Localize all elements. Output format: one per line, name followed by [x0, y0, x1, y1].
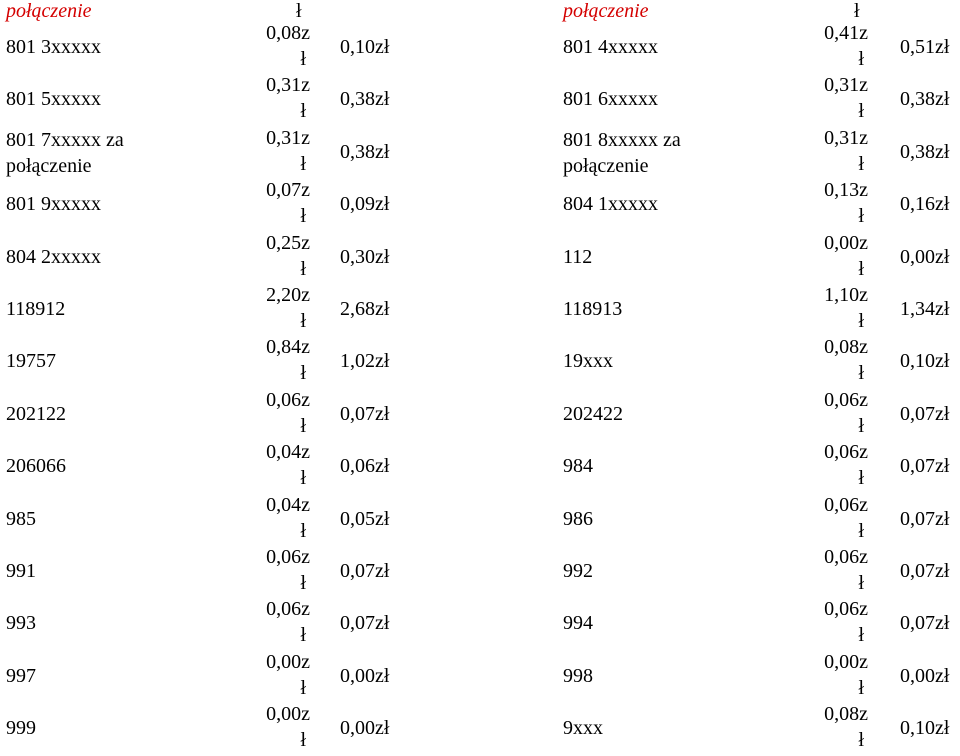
right-service-name — [563, 191, 658, 217]
left-service-name — [6, 296, 65, 322]
right-net-price — [778, 439, 868, 491]
right-net-value: 0,06z — [824, 546, 868, 568]
right-net-price — [778, 701, 868, 753]
left-net-price — [220, 701, 310, 753]
right-gross-price: 0,10zł — [900, 350, 950, 373]
left-gross-price: 0,07zł — [340, 402, 390, 425]
table-row — [0, 389, 960, 441]
left-net-value: 0,06z — [266, 546, 310, 568]
table-row — [0, 336, 960, 388]
right-service-name — [563, 610, 593, 636]
left-service-name — [6, 348, 56, 374]
left-net-value: 0,07z — [266, 179, 310, 202]
left-net-currency-tail: ł — [300, 414, 306, 437]
left-net-value: 0,00z — [266, 650, 310, 673]
right-net-currency-tail: ł — [858, 572, 864, 594]
table-row — [0, 232, 960, 284]
left-service-name — [6, 506, 36, 532]
left-net-currency-tail: ł — [300, 205, 306, 228]
right-service-name — [563, 34, 658, 60]
right-net-value: 0,00z — [824, 650, 868, 673]
right-gross-price: 0,16zł — [900, 193, 950, 216]
left-service-name — [6, 401, 66, 427]
right-net-value: 1,10z — [824, 284, 868, 306]
right-service-name — [563, 453, 593, 479]
left-gross-price: 0,00zł — [340, 717, 390, 740]
left-net-value: 0,08z — [266, 22, 310, 44]
right-service-number: 984 — [563, 455, 593, 478]
left-net-price — [220, 72, 310, 124]
table-row — [0, 284, 960, 336]
left-net-value: 0,31z — [266, 74, 310, 97]
left-gross-price: 0,38zł — [340, 88, 390, 111]
left-service-number: 206066 — [6, 455, 66, 478]
left-net-value: 0,25z — [266, 231, 310, 254]
right-net-value: 0,06z — [824, 598, 868, 621]
right-net-price — [778, 230, 868, 282]
left-net-price — [220, 387, 310, 439]
left-service-name — [6, 453, 66, 479]
left-net-currency-tail: ł — [300, 100, 306, 123]
right-gross-price: 0,00zł — [900, 664, 950, 687]
right-net-value: 0,08z — [824, 336, 868, 359]
right-service-number: 118913 — [563, 298, 623, 320]
right-service-number: 804 1xxxxx — [563, 193, 658, 216]
right-net-price — [778, 334, 868, 386]
left-net-price — [220, 334, 310, 386]
left-gross-price: 0,09zł — [340, 193, 390, 216]
left-service-number: 804 2xxxxx — [6, 245, 101, 268]
right-net-price — [778, 282, 868, 334]
right-service-name — [563, 558, 593, 584]
right-service-number: 986 — [563, 507, 593, 530]
left-net-price — [220, 544, 310, 596]
left-net-value: 0,04z — [266, 441, 310, 464]
table-row — [0, 494, 960, 546]
right-net-currency-tail: ł — [858, 624, 864, 647]
left-net-price — [220, 20, 310, 72]
right-service-name — [563, 86, 658, 112]
left-gross-price: 0,07zł — [340, 612, 390, 635]
right-net-value: 0,41z — [824, 22, 868, 44]
left-net-value: 0,06z — [266, 598, 310, 621]
right-service-number: 994 — [563, 612, 593, 635]
right-gross-price: 0,07zł — [900, 560, 950, 582]
right-gross-price: 0,07zł — [900, 612, 950, 635]
right-service-name — [563, 348, 613, 374]
right-net-value: 0,31z — [824, 74, 868, 97]
right-service-number: 801 8xxxxx — [563, 128, 663, 151]
left-net-price — [220, 125, 310, 177]
left-gross-price: 0,00zł — [340, 664, 390, 687]
left-net-value: 0,04z — [266, 493, 310, 516]
left-net-price — [220, 649, 310, 701]
right-net-price — [778, 492, 868, 544]
right-service-name — [563, 715, 603, 741]
right-net-currency-tail: ł — [858, 205, 864, 228]
table-row — [0, 598, 960, 650]
left-net-currency-tail: ł — [300, 519, 306, 542]
right-net-price — [778, 20, 868, 72]
right-gross-price: 0,38zł — [900, 140, 950, 163]
left-net-currency-tail: ł — [300, 257, 306, 280]
left-service-name — [6, 558, 36, 584]
left-net-price — [220, 492, 310, 544]
left-net-currency-tail: ł — [300, 467, 306, 490]
right-net-currency-tail: ł — [858, 310, 864, 332]
left-top-name — [6, 0, 92, 24]
left-service-number: 801 3xxxxx — [6, 36, 101, 58]
right-net-currency-tail: ł — [858, 362, 864, 385]
left-service-name — [6, 86, 101, 112]
left-net-currency-tail: ł — [300, 362, 306, 385]
left-service-number: 202122 — [6, 402, 66, 425]
right-service-note: za — [663, 128, 681, 151]
right-service-note-line2: połączenie — [563, 154, 649, 177]
left-net-currency-tail: ł — [300, 152, 306, 175]
right-net-currency-tail: ł — [858, 100, 864, 123]
left-net-value: 2,20z — [266, 284, 310, 306]
right-top-name — [563, 0, 649, 24]
left-service-number: 19757 — [6, 350, 56, 373]
left-gross-price: 0,05zł — [340, 507, 390, 530]
right-gross-price: 0,07zł — [900, 402, 950, 425]
right-net-value: 0,06z — [824, 493, 868, 516]
right-net-price — [778, 387, 868, 439]
right-net-value: 0,08z — [824, 703, 868, 726]
left-top-name-text: połączenie — [6, 0, 92, 22]
table-row — [0, 74, 960, 126]
right-net-price — [778, 125, 868, 177]
right-net-price — [778, 596, 868, 648]
right-net-value: 0,31z — [824, 126, 868, 149]
right-service-name — [563, 663, 593, 689]
left-service-name — [6, 34, 101, 60]
left-service-number: 801 5xxxxx — [6, 88, 101, 111]
left-service-note-line2: połączenie — [6, 154, 92, 177]
left-gross-price: 0,07zł — [340, 560, 390, 582]
right-service-name — [563, 127, 681, 179]
right-gross-price: 0,51zł — [900, 36, 950, 58]
left-net-price — [220, 282, 310, 334]
left-net-currency-tail: ł — [300, 48, 306, 70]
table-row — [0, 441, 960, 493]
left-gross-price: 0,30zł — [340, 245, 390, 268]
right-service-number: 9xxx — [563, 717, 603, 740]
right-net-price — [778, 177, 868, 229]
left-net-currency-tail: ł — [300, 624, 306, 647]
table-row — [0, 22, 960, 74]
right-net-currency-tail: ł — [858, 414, 864, 437]
right-gross-price: 0,07zł — [900, 507, 950, 530]
table-row — [0, 179, 960, 231]
left-service-name — [6, 244, 101, 270]
right-net-currency-tail: ł — [858, 519, 864, 542]
left-net-currency-tail: ł — [300, 729, 306, 752]
left-gross-price: 0,10zł — [340, 36, 390, 58]
left-net-price — [220, 596, 310, 648]
left-net-value: 0,06z — [266, 388, 310, 411]
left-gross-price: 1,02zł — [340, 350, 390, 373]
right-net-currency-tail: ł — [858, 676, 864, 699]
right-net-currency-tail: ł — [858, 48, 864, 70]
right-net-price — [778, 649, 868, 701]
left-service-number: 118912 — [6, 298, 66, 320]
right-net-value: 0,06z — [824, 388, 868, 411]
right-service-number: 998 — [563, 664, 593, 687]
left-service-number: 801 7xxxxx — [6, 128, 106, 151]
table-row — [0, 651, 960, 703]
right-top-name-text: połączenie — [563, 0, 649, 22]
left-service-number: 801 9xxxxx — [6, 193, 101, 216]
left-net-currency-tail: ł — [300, 310, 306, 332]
right-gross-price: 0,38zł — [900, 88, 950, 111]
left-service-name — [6, 610, 36, 636]
right-service-number: 992 — [563, 560, 593, 582]
left-service-number: 993 — [6, 612, 36, 635]
left-net-price — [220, 230, 310, 282]
left-service-number: 985 — [6, 507, 36, 530]
right-net-currency-tail: ł — [858, 467, 864, 490]
right-service-number: 112 — [563, 245, 593, 268]
right-net-currency-tail: ł — [858, 729, 864, 752]
right-gross-price: 0,10zł — [900, 717, 950, 740]
left-gross-price: 0,38zł — [340, 140, 390, 163]
left-service-name — [6, 127, 124, 179]
left-net-value: 0,31z — [266, 126, 310, 149]
left-top-net-tail: ł — [296, 0, 302, 22]
right-gross-price: 0,07zł — [900, 455, 950, 478]
left-net-price — [220, 177, 310, 229]
right-service-number: 202422 — [563, 402, 623, 425]
left-service-name — [6, 663, 36, 689]
left-service-note: za — [106, 128, 124, 151]
right-service-number: 801 4xxxxx — [563, 36, 658, 58]
left-service-number: 999 — [6, 717, 36, 740]
right-service-number: 801 6xxxxx — [563, 88, 658, 111]
left-gross-price: 2,68zł — [340, 298, 390, 320]
left-net-value: 0,84z — [266, 336, 310, 359]
right-gross-price: 0,00zł — [900, 245, 950, 268]
right-net-price — [778, 72, 868, 124]
right-net-currency-tail: ł — [858, 152, 864, 175]
right-gross-price: 1,34zł — [900, 298, 950, 320]
left-service-number: 991 — [6, 560, 36, 582]
table-row — [0, 546, 960, 598]
table-row — [0, 127, 960, 179]
right-top-net-tail: ł — [854, 0, 860, 22]
right-net-price — [778, 544, 868, 596]
right-net-value: 0,00z — [824, 231, 868, 254]
right-service-name — [563, 296, 622, 322]
left-net-price — [220, 439, 310, 491]
right-service-name — [563, 244, 592, 270]
right-net-value: 0,13z — [824, 179, 868, 202]
right-service-name — [563, 401, 623, 427]
left-gross-price: 0,06zł — [340, 455, 390, 478]
right-service-name — [563, 506, 593, 532]
left-net-value: 0,00z — [266, 703, 310, 726]
left-service-name — [6, 191, 101, 217]
right-net-currency-tail: ł — [858, 257, 864, 280]
table-row — [0, 703, 960, 755]
right-net-value: 0,06z — [824, 441, 868, 464]
left-service-name — [6, 715, 36, 741]
left-net-currency-tail: ł — [300, 572, 306, 594]
left-net-currency-tail: ł — [300, 676, 306, 699]
left-service-number: 997 — [6, 664, 36, 687]
right-service-number: 19xxx — [563, 350, 613, 373]
